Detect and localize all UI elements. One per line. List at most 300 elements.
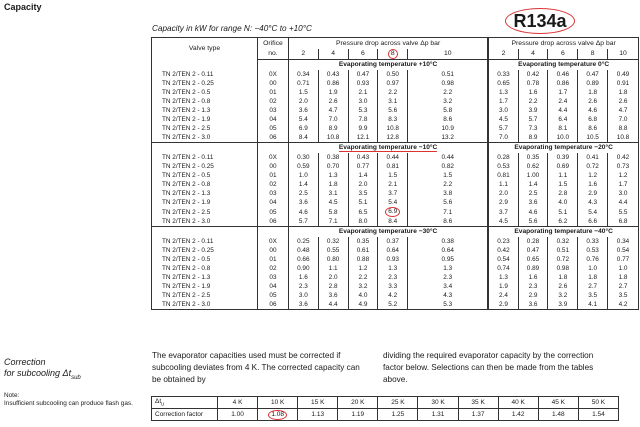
orifice-cell: 05 bbox=[258, 124, 289, 133]
capacity-cell: 0.93 bbox=[378, 255, 408, 264]
valve-type-cell: TN 2/TEN 2 - 0.8 bbox=[152, 180, 258, 189]
capacity-cell: 1.4 bbox=[348, 171, 378, 180]
factor-cell: 1.31 bbox=[418, 409, 458, 421]
capacity-cell: 1.7 bbox=[548, 88, 578, 97]
capacity-cell: 1.0 bbox=[288, 171, 318, 180]
spacer-cell bbox=[152, 227, 258, 238]
capacity-cell: 3.5 bbox=[578, 291, 608, 300]
capacity-cell: 6.4 bbox=[548, 115, 578, 124]
capacity-cell: 0.88 bbox=[348, 255, 378, 264]
capacity-cell: 2.4 bbox=[488, 291, 518, 300]
capacity-cell: 3.6 bbox=[288, 198, 318, 207]
factor-cell: 1.00 bbox=[218, 409, 258, 421]
capacity-cell: 1.8 bbox=[608, 88, 639, 97]
capacity-cell: 5.2 bbox=[378, 300, 408, 310]
orifice-cell: 00 bbox=[258, 162, 289, 171]
capacity-cell: 5.7 bbox=[288, 217, 318, 227]
capacity-cell: 0.44 bbox=[378, 153, 408, 162]
capacity-cell: 0.47 bbox=[348, 70, 378, 79]
spacer-cell bbox=[152, 143, 258, 154]
capacity-cell: 0.91 bbox=[608, 79, 639, 88]
capacity-cell: 0.42 bbox=[518, 70, 548, 79]
capacity-cell: 4.4 bbox=[318, 300, 348, 310]
capacity-cell: 3.6 bbox=[288, 300, 318, 310]
capacity-cell: 10.9 bbox=[408, 124, 489, 133]
capacity-cell: 1.5 bbox=[408, 171, 489, 180]
note-text: Insufficient subcooling can produce flash gas. bbox=[4, 400, 133, 407]
capacity-cell: 0.77 bbox=[608, 255, 639, 264]
capacity-cell: 3.7 bbox=[378, 189, 408, 198]
capacity-cell: 1.4 bbox=[288, 180, 318, 189]
capacity-cell: 0.48 bbox=[288, 246, 318, 255]
capacity-cell: 5.1 bbox=[348, 198, 378, 207]
capacity-cell: 2.9 bbox=[578, 189, 608, 198]
capacity-cell: 6.2 bbox=[548, 217, 578, 227]
valve-type-cell: TN 2/TEN 2 - 0.5 bbox=[152, 255, 258, 264]
capacity-cell: 2.0 bbox=[318, 273, 348, 282]
orifice-cell: 06 bbox=[258, 300, 289, 310]
pressure-header-highlight: 8 bbox=[388, 49, 398, 59]
capacity-cell: 12.8 bbox=[378, 133, 408, 143]
capacity-cell: 1.8 bbox=[318, 180, 348, 189]
correction-para-right: dividing the required evaporator capacity by the correction factor below. Selections can then be made from the tables above. bbox=[383, 351, 594, 384]
capacity-cell: 0.86 bbox=[548, 79, 578, 88]
delta-cell: 35 K bbox=[458, 397, 498, 409]
capacity-cell: 0.25 bbox=[288, 237, 318, 246]
delta-cell: 45 K bbox=[538, 397, 578, 409]
capacity-cell: 3.3 bbox=[378, 282, 408, 291]
capacity-cell: 3.6 bbox=[318, 291, 348, 300]
table-row bbox=[152, 133, 639, 143]
capacity-cell: 8.6 bbox=[408, 217, 489, 227]
capacity-cell: 3.0 bbox=[488, 106, 518, 115]
capacity-cell: 3.6 bbox=[518, 198, 548, 207]
capacity-cell: 0.42 bbox=[608, 153, 639, 162]
capacity-cell: 3.1 bbox=[378, 97, 408, 106]
capacity-cell: 0.72 bbox=[578, 162, 608, 171]
capacity-cell: 0.98 bbox=[408, 79, 489, 88]
factor-cell: 1.54 bbox=[578, 409, 618, 421]
capacity-cell: 0.64 bbox=[378, 246, 408, 255]
capacity-cell: 8.6 bbox=[408, 115, 489, 124]
orifice-cell: 05 bbox=[258, 207, 289, 217]
orifice-cell: 02 bbox=[258, 180, 289, 189]
table-row bbox=[152, 300, 639, 310]
table-row bbox=[152, 291, 639, 300]
orifice-cell: 05 bbox=[258, 291, 289, 300]
capacity-cell: 0.32 bbox=[318, 237, 348, 246]
capacity-cell: 0.81 bbox=[488, 171, 518, 180]
capacity-cell: 0.35 bbox=[518, 153, 548, 162]
valve-type-cell: TN 2/TEN 2 - 1.3 bbox=[152, 273, 258, 282]
capacity-cell: 5.7 bbox=[518, 115, 548, 124]
factor-cell: 1.48 bbox=[538, 409, 578, 421]
factor-cell: 1.13 bbox=[298, 409, 338, 421]
spacer-cell bbox=[258, 60, 289, 71]
capacity-cell: 4.5 bbox=[488, 115, 518, 124]
pressure-drop-header-right: Pressure drop across valve Δp bar bbox=[488, 38, 638, 50]
capacity-cell: 0.69 bbox=[548, 162, 578, 171]
capacity-cell: 2.0 bbox=[288, 97, 318, 106]
orifice-cell: 01 bbox=[258, 171, 289, 180]
capacity-cell: 4.5 bbox=[488, 217, 518, 227]
valve-type-header: Valve type bbox=[152, 38, 258, 60]
capacity-cell: 5.6 bbox=[408, 198, 489, 207]
capacity-cell: 1.3 bbox=[488, 273, 518, 282]
capacity-cell: 5.6 bbox=[518, 217, 548, 227]
table-row bbox=[152, 97, 639, 106]
capacity-cell: 5.1 bbox=[548, 207, 578, 217]
capacity-cell: 3.9 bbox=[518, 106, 548, 115]
capacity-cell: 0.70 bbox=[318, 162, 348, 171]
capacity-cell: 4.5 bbox=[318, 198, 348, 207]
capacity-cell: 3.8 bbox=[408, 189, 489, 198]
capacity-cell: 2.6 bbox=[548, 282, 578, 291]
factor-row-label: Correction factor bbox=[152, 409, 218, 421]
capacity-cell: 1.9 bbox=[488, 282, 518, 291]
capacity-cell: 8.3 bbox=[378, 115, 408, 124]
capacity-cell: 3.1 bbox=[318, 189, 348, 198]
capacity-cell: 3.6 bbox=[288, 106, 318, 115]
section-label-row bbox=[152, 227, 639, 238]
table-row bbox=[152, 79, 639, 88]
correction-label-line1: Correction bbox=[4, 357, 46, 367]
capacity-cell: 2.8 bbox=[318, 282, 348, 291]
capacity-cell: 0.95 bbox=[408, 255, 489, 264]
capacity-cell: 8.9 bbox=[318, 124, 348, 133]
capacity-cell: 2.1 bbox=[348, 88, 378, 97]
note-title: Note: bbox=[4, 392, 20, 399]
valve-type-cell: TN 2/TEN 2 - 0.11 bbox=[152, 237, 258, 246]
orifice-cell: 06 bbox=[258, 133, 289, 143]
capacity-cell: 0.50 bbox=[378, 70, 408, 79]
orifice-cell: 00 bbox=[258, 79, 289, 88]
table-row bbox=[152, 246, 639, 255]
capacity-cell: 4.7 bbox=[608, 106, 639, 115]
capacity-cell: 0.49 bbox=[608, 70, 639, 79]
pressure-header: 6 bbox=[548, 49, 578, 60]
valve-type-cell: TN 2/TEN 2 - 1.9 bbox=[152, 115, 258, 124]
delta-row-label: $\Delta t_u$ bbox=[152, 397, 218, 409]
capacity-cell: 1.3 bbox=[378, 264, 408, 273]
capacity-cell: 0.38 bbox=[408, 237, 489, 246]
capacity-cell: 0.46 bbox=[548, 70, 578, 79]
capacity-cell: 3.6 bbox=[518, 300, 548, 310]
correction-label-line2: for subcooling Δt bbox=[4, 368, 72, 378]
orifice-cell: 01 bbox=[258, 255, 289, 264]
capacity-cell: 2.6 bbox=[578, 97, 608, 106]
capacity-cell: 2.2 bbox=[408, 180, 489, 189]
capacity-cell: 1.7 bbox=[608, 180, 639, 189]
delta-cell: 50 K bbox=[578, 397, 618, 409]
capacity-cell: 0.54 bbox=[488, 255, 518, 264]
capacity-cell: 1.9 bbox=[318, 88, 348, 97]
capacity-cell: 1.2 bbox=[348, 264, 378, 273]
note bbox=[4, 392, 144, 408]
capacity-cell: 5.3 bbox=[408, 300, 489, 310]
capacity-highlight: 6.9 bbox=[385, 207, 400, 217]
orifice-cell: 04 bbox=[258, 282, 289, 291]
capacity-cell: 2.3 bbox=[408, 273, 489, 282]
capacity-cell: 5.4 bbox=[288, 115, 318, 124]
capacity-cell: 5.8 bbox=[408, 106, 489, 115]
delta-cell: 30 K bbox=[418, 397, 458, 409]
capacity-cell: 1.6 bbox=[578, 180, 608, 189]
capacity-cell: 1.6 bbox=[518, 88, 548, 97]
capacity-cell: 0.44 bbox=[408, 153, 489, 162]
correction-table bbox=[151, 396, 619, 421]
capacity-cell: 2.9 bbox=[488, 300, 518, 310]
capacity-cell: 0.28 bbox=[488, 153, 518, 162]
factor-cell: 1.37 bbox=[458, 409, 498, 421]
capacity-cell: 0.76 bbox=[578, 255, 608, 264]
orifice-no-header: no. bbox=[258, 49, 289, 60]
factor-cell: 1.25 bbox=[378, 409, 418, 421]
capacity-cell: 4.3 bbox=[408, 291, 489, 300]
capacity-cell: 0.93 bbox=[348, 79, 378, 88]
valve-type-cell: TN 2/TEN 2 - 1.9 bbox=[152, 282, 258, 291]
capacity-cell: 2.0 bbox=[348, 180, 378, 189]
capacity-cell: 10.8 bbox=[378, 124, 408, 133]
valve-type-cell: TN 2/TEN 2 - 0.25 bbox=[152, 79, 258, 88]
capacity-cell: 6.6 bbox=[578, 217, 608, 227]
capacity-cell: 5.3 bbox=[348, 106, 378, 115]
capacity-cell: 0.34 bbox=[608, 237, 639, 246]
pressure-header: 10 bbox=[608, 49, 639, 60]
capacity-cell: 0.61 bbox=[348, 246, 378, 255]
correction-label-sub: sub bbox=[71, 374, 81, 381]
capacity-cell: 4.6 bbox=[518, 207, 548, 217]
capacity-cell: 0.90 bbox=[288, 264, 318, 273]
capacity-cell: 4.4 bbox=[548, 106, 578, 115]
capacity-cell: 0.64 bbox=[408, 246, 489, 255]
orifice-cell: 0X bbox=[258, 153, 289, 162]
section-label-row bbox=[152, 143, 639, 154]
capacity-cell: 0.35 bbox=[348, 237, 378, 246]
capacity-cell: 7.3 bbox=[518, 124, 548, 133]
orifice-cell: 03 bbox=[258, 189, 289, 198]
capacity-cell: 4.2 bbox=[378, 291, 408, 300]
capacity-cell: 1.1 bbox=[548, 171, 578, 180]
refrigerant-badge: R134a bbox=[505, 8, 575, 34]
factor-cell: 1.42 bbox=[498, 409, 538, 421]
valve-type-cell: TN 2/TEN 2 - 0.5 bbox=[152, 88, 258, 97]
capacity-cell: 12.1 bbox=[348, 133, 378, 143]
capacity-cell: 3.5 bbox=[608, 291, 639, 300]
page-title: Capacity bbox=[4, 2, 42, 12]
table-subtitle: Capacity in kW for range N: −40°C to +10°C bbox=[152, 24, 312, 33]
capacity-cell: 4.6 bbox=[578, 106, 608, 115]
valve-type-cell: TN 2/TEN 2 - 0.11 bbox=[152, 153, 258, 162]
capacity-cell: 10.0 bbox=[548, 133, 578, 143]
capacity-cell: 0.73 bbox=[608, 162, 639, 171]
capacity-cell: 4.2 bbox=[608, 300, 639, 310]
capacity-cell: 7.0 bbox=[608, 115, 639, 124]
capacity-cell: 8.4 bbox=[378, 217, 408, 227]
valve-type-cell: TN 2/TEN 2 - 2.5 bbox=[152, 124, 258, 133]
capacity-cell: 0.65 bbox=[488, 79, 518, 88]
capacity-cell: 0.23 bbox=[488, 237, 518, 246]
capacity-cell: 6.8 bbox=[578, 115, 608, 124]
capacity-table bbox=[151, 37, 639, 310]
pressure-header: 10 bbox=[408, 49, 489, 60]
capacity-cell: 0.42 bbox=[488, 246, 518, 255]
capacity-cell: 1.5 bbox=[548, 180, 578, 189]
valve-type-cell: TN 2/TEN 2 - 3.0 bbox=[152, 300, 258, 310]
orifice-cell: 00 bbox=[258, 246, 289, 255]
capacity-cell: 6.9 bbox=[288, 124, 318, 133]
capacity-cell: 2.7 bbox=[578, 282, 608, 291]
table-row bbox=[152, 88, 639, 97]
capacity-cell: 0.34 bbox=[288, 70, 318, 79]
capacity-cell: 1.7 bbox=[488, 97, 518, 106]
capacity-cell: 2.0 bbox=[488, 189, 518, 198]
table-row bbox=[152, 198, 639, 207]
capacity-cell: 0.54 bbox=[608, 246, 639, 255]
capacity-cell: 0.66 bbox=[288, 255, 318, 264]
capacity-cell: 0.28 bbox=[518, 237, 548, 246]
capacity-cell: 13.2 bbox=[408, 133, 489, 143]
capacity-cell: 1.5 bbox=[378, 171, 408, 180]
valve-type-cell: TN 2/TEN 2 - 0.5 bbox=[152, 171, 258, 180]
table-row bbox=[152, 189, 639, 198]
capacity-cell: 10.8 bbox=[608, 133, 639, 143]
capacity-cell: 2.1 bbox=[378, 180, 408, 189]
capacity-cell: 3.0 bbox=[608, 189, 639, 198]
capacity-cell: 2.9 bbox=[518, 291, 548, 300]
capacity-cell: 0.80 bbox=[318, 255, 348, 264]
capacity-cell: 0.82 bbox=[408, 162, 489, 171]
capacity-cell: 0.98 bbox=[548, 264, 578, 273]
capacity-cell: 5.4 bbox=[578, 207, 608, 217]
factor-cell bbox=[258, 409, 298, 421]
capacity-cell: 4.0 bbox=[548, 198, 578, 207]
capacity-cell: 1.1 bbox=[488, 180, 518, 189]
capacity-cell: 6.5 bbox=[348, 207, 378, 217]
capacity-cell: 1.1 bbox=[318, 264, 348, 273]
capacity-cell: 3.0 bbox=[348, 97, 378, 106]
capacity-cell: 5.5 bbox=[608, 207, 639, 217]
factor-highlight: 1.08 bbox=[268, 410, 287, 420]
pressure-drop-header-left: Pressure drop across valve Δp bar bbox=[288, 38, 488, 50]
capacity-cell: 1.0 bbox=[578, 264, 608, 273]
valve-type-cell: TN 2/TEN 2 - 0.8 bbox=[152, 264, 258, 273]
delta-cell: 25 K bbox=[378, 397, 418, 409]
capacity-cell: 0.62 bbox=[518, 162, 548, 171]
pressure-header: 2 bbox=[488, 49, 518, 60]
capacity-cell: 2.3 bbox=[378, 273, 408, 282]
valve-type-cell: TN 2/TEN 2 - 0.8 bbox=[152, 97, 258, 106]
capacity-cell: 0.51 bbox=[548, 246, 578, 255]
table-row bbox=[152, 115, 639, 124]
header-row bbox=[152, 38, 639, 50]
orifice-cell: 0X bbox=[258, 237, 289, 246]
capacity-cell: 10.8 bbox=[318, 133, 348, 143]
valve-type-cell: TN 2/TEN 2 - 0.11 bbox=[152, 70, 258, 79]
capacity-cell: 4.1 bbox=[578, 300, 608, 310]
capacity-cell: 0.74 bbox=[488, 264, 518, 273]
capacity-cell: 0.43 bbox=[318, 70, 348, 79]
table-row bbox=[152, 282, 639, 291]
orifice-cell: 04 bbox=[258, 115, 289, 124]
pressure-header: 8 bbox=[578, 49, 608, 60]
pressure-header bbox=[378, 49, 408, 60]
capacity-cell: 1.8 bbox=[608, 273, 639, 282]
capacity-cell: 8.4 bbox=[288, 133, 318, 143]
capacity-cell: 1.8 bbox=[548, 273, 578, 282]
section-label-right: Evaporating temperature 0°C bbox=[488, 60, 638, 71]
delta-cell: 4 K bbox=[218, 397, 258, 409]
valve-type-cell: TN 2/TEN 2 - 0.25 bbox=[152, 246, 258, 255]
table-row bbox=[152, 180, 639, 189]
capacity-cell: 4.4 bbox=[608, 198, 639, 207]
capacity-cell: 0.33 bbox=[488, 70, 518, 79]
capacity-cell: 0.39 bbox=[548, 153, 578, 162]
section-label-left: Evaporating temperature +10°C bbox=[288, 60, 488, 71]
section-label-row bbox=[152, 60, 639, 71]
spacer-cell bbox=[152, 60, 258, 71]
capacity-cell: 1.3 bbox=[318, 171, 348, 180]
pressure-header: 6 bbox=[348, 49, 378, 60]
capacity-cell: 7.1 bbox=[318, 217, 348, 227]
table-row bbox=[152, 106, 639, 115]
factor-cell: 1.19 bbox=[338, 409, 378, 421]
capacity-cell: 1.4 bbox=[518, 180, 548, 189]
capacity-cell: 3.7 bbox=[488, 207, 518, 217]
capacity-cell: 0.65 bbox=[518, 255, 548, 264]
valve-type-cell: TN 2/TEN 2 - 1.3 bbox=[152, 189, 258, 198]
capacity-cell: 1.0 bbox=[608, 264, 639, 273]
capacity-cell: 2.3 bbox=[288, 282, 318, 291]
table-row bbox=[152, 255, 639, 264]
capacity-cell: 8.6 bbox=[578, 124, 608, 133]
capacity-cell: 0.71 bbox=[288, 79, 318, 88]
capacity-cell: 0.72 bbox=[548, 255, 578, 264]
capacity-cell: 1.3 bbox=[408, 264, 489, 273]
capacity-cell: 0.55 bbox=[318, 246, 348, 255]
capacity-cell: 5.6 bbox=[378, 106, 408, 115]
capacity-cell: 7.0 bbox=[318, 115, 348, 124]
capacity-cell: 2.6 bbox=[318, 97, 348, 106]
capacity-cell: 3.2 bbox=[348, 282, 378, 291]
capacity-cell: 5.8 bbox=[318, 207, 348, 217]
capacity-cell: 0.47 bbox=[518, 246, 548, 255]
capacity-cell: 3.4 bbox=[408, 282, 489, 291]
delta-cell: 10 K bbox=[258, 397, 298, 409]
capacity-cell: 0.97 bbox=[378, 79, 408, 88]
capacity-cell: 1.3 bbox=[488, 88, 518, 97]
capacity-cell: 7.1 bbox=[408, 207, 489, 217]
capacity-cell: 0.77 bbox=[348, 162, 378, 171]
capacity-cell: 2.7 bbox=[608, 282, 639, 291]
capacity-cell: 0.51 bbox=[408, 70, 489, 79]
capacity-cell: 1.5 bbox=[288, 88, 318, 97]
capacity-cell: 3.9 bbox=[548, 300, 578, 310]
capacity-cell: 8.9 bbox=[518, 133, 548, 143]
table-row bbox=[152, 273, 639, 282]
capacity-cell: 0.86 bbox=[318, 79, 348, 88]
pressure-header: 4 bbox=[518, 49, 548, 60]
capacity-cell: 0.37 bbox=[378, 237, 408, 246]
orifice-cell: 02 bbox=[258, 264, 289, 273]
table-row bbox=[152, 217, 639, 227]
capacity-cell: 2.4 bbox=[548, 97, 578, 106]
orifice-header: Orifice bbox=[258, 38, 289, 50]
capacity-cell: 10.5 bbox=[578, 133, 608, 143]
valve-type-cell: TN 2/TEN 2 - 0.25 bbox=[152, 162, 258, 171]
valve-type-cell: TN 2/TEN 2 - 2.5 bbox=[152, 207, 258, 217]
capacity-cell: 4.7 bbox=[318, 106, 348, 115]
